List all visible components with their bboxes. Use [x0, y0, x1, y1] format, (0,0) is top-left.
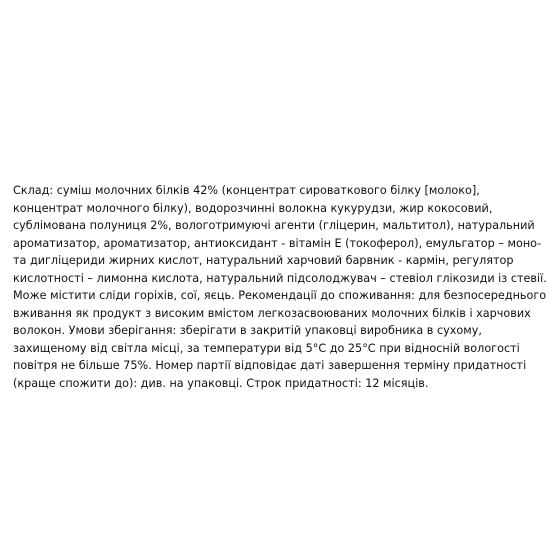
text-line-10: захищеному від світла місці, за температури від 5°С до 25°С при відносній вологості [13, 341, 520, 355]
text-line-6: кислотності – лимонна кислота, натуральний підсолоджувач – стевіол глікозиди із стевії. [13, 271, 547, 285]
text-line-8: вживання як продукт з високим вмістом легкозасвоюваних молочних білків і харчових [13, 306, 531, 320]
text-line-2: концентрат молочного білку), водорозчинні волокна кукурудзи, жир кокосовий, [13, 201, 493, 215]
text-line-7: Може містити сліди горіхів, сої, яєць. Рекомендації до споживання: для безпосереднього [13, 289, 547, 302]
text-line-4: ароматизатор, ароматизатор, антиоксидант - вітамін Е (токоферол), емульгатор – моно- [13, 236, 542, 250]
text-line-9: волокон. Умови зберігання: зберігати в закритій упаковці виробника в сухому, [13, 324, 482, 337]
text-line-1: Склад: суміш молочних білків 42% (концентрат сироваткового білку [молоко], [13, 184, 480, 197]
text-line-12: (краще спожити до): див. на упаковці. Строк придатності: 12 місяців. [13, 376, 429, 390]
text-line-11: повітря не більше 75%. Номер партії відповідає даті завершення терміну придатності [13, 359, 527, 372]
product-label-text [13, 182, 553, 392]
text-line-5: та дигліцериди жирних кислот, натуральний харчовий барвник - кармін, регулятор [13, 254, 514, 267]
text-line-3: сублімована полуниця 2%, вологотримуючі агенти (гліцерин, мальтитол), натуральний [13, 219, 535, 232]
